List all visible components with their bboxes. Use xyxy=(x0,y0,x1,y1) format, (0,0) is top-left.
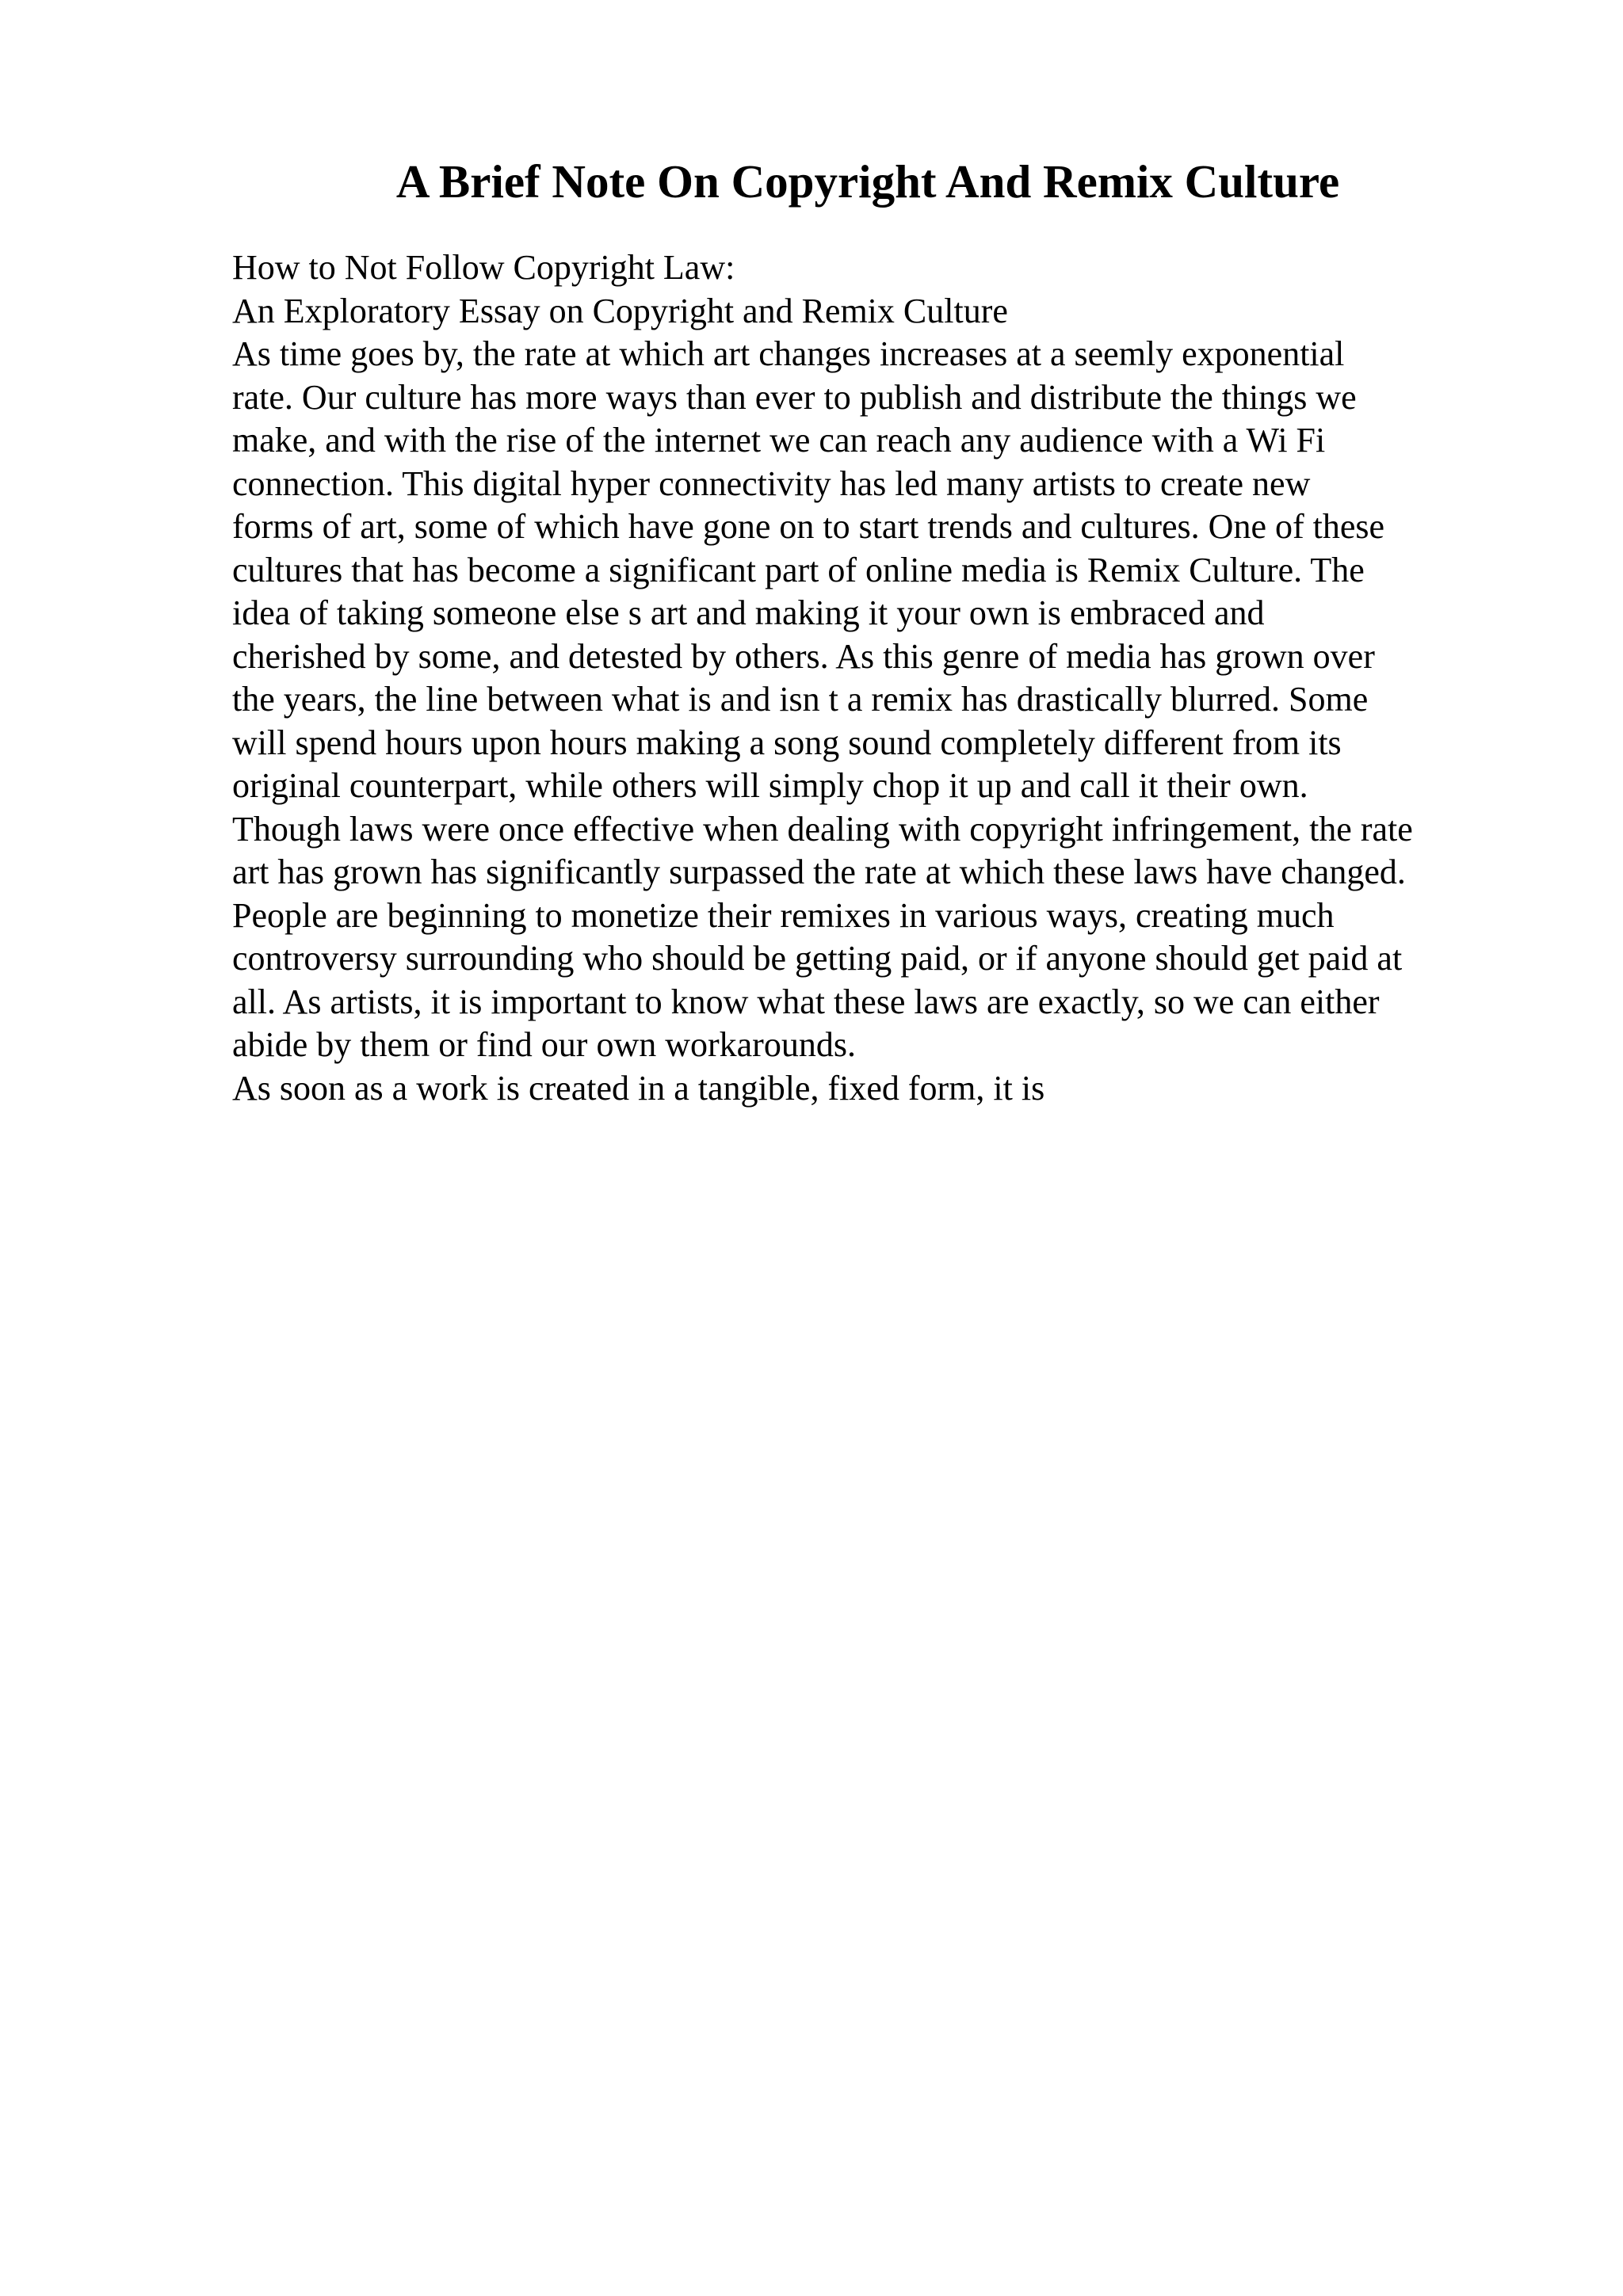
text-line: cultures that has become a significant part of online media is Remix Culture. The xyxy=(232,550,1365,589)
text-line: As soon as a work is created in a tangible, fixed form, it is xyxy=(232,1068,1045,1108)
text-line: How to Not Follow Copyright Law: xyxy=(232,248,735,287)
text-line: controversy surrounding who should be getting paid, or if anyone should get paid at xyxy=(232,939,1403,978)
text-line: original counterpart, while others will simply chop it up and call it their own. xyxy=(232,766,1308,805)
text-line: art has grown has significantly surpassed the rate at which these laws have changed. xyxy=(232,852,1406,891)
text-line: An Exploratory Essay on Copyright and Remix Culture xyxy=(232,291,1008,330)
text-line: all. As artists, it is important to know what these laws are exactly, so we can either xyxy=(232,982,1380,1021)
text-line: will spend hours upon hours making a song sound completely different from its xyxy=(232,723,1342,762)
text-line: the years, the line between what is and isn t a remix has drastically blurred. Some xyxy=(232,680,1369,719)
text-line: connection. This digital hyper connectivity has led many artists to create new xyxy=(232,463,1311,503)
text-line: forms of art, some of which have gone on to start trends and cultures. One of these xyxy=(232,507,1385,546)
text-line: cherished by some, and detested by others. As this genre of media has grown over xyxy=(232,636,1375,676)
text-line: abide by them or find our own workarounds. xyxy=(232,1025,856,1064)
text-line: make, and with the rise of the internet we can reach any audience with a Wi Fi xyxy=(232,421,1326,460)
document-body xyxy=(232,246,1579,1110)
text-line: As time goes by, the rate at which art changes increases at a seemly exponential xyxy=(232,334,1345,373)
text-line: Though laws were once effective when dealing with copyright infringement, the rate xyxy=(232,809,1413,849)
document-title: A Brief Note On Copyright And Remix Culture xyxy=(395,155,1340,208)
text-line: People are beginning to monetize their remixes in various ways, creating much xyxy=(232,895,1335,935)
text-line: rate. Our culture has more ways than ever to publish and distribute the things we xyxy=(232,377,1357,417)
text-line: idea of taking someone else s art and making it your own is embraced and xyxy=(232,593,1265,632)
